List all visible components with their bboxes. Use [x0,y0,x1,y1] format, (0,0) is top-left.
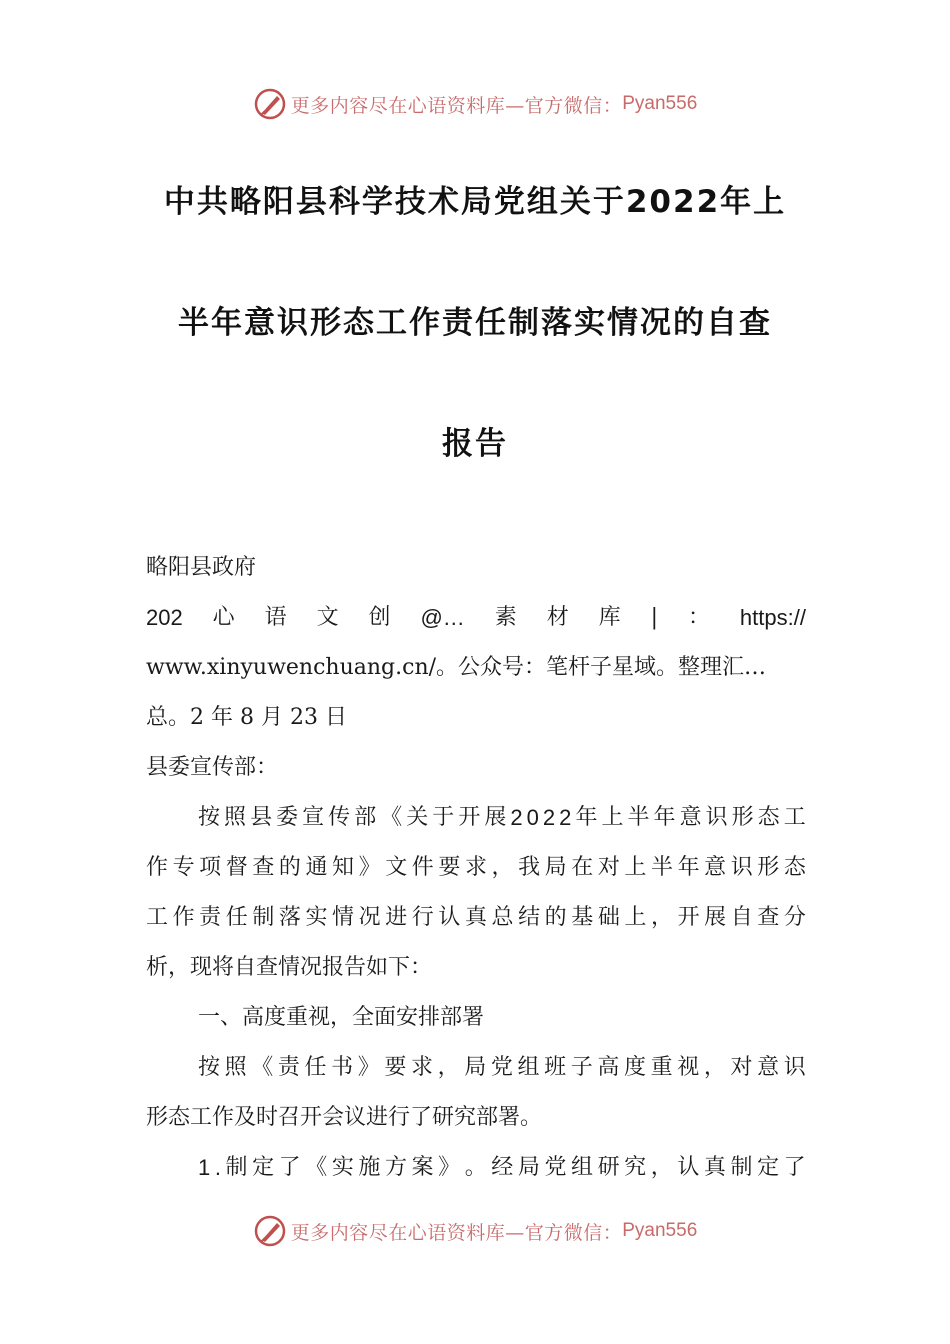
watermark-id: Pyan556 [622,1220,698,1241]
spread-token: 202 [146,605,183,630]
date-line: 总。2 年 8 月 23 日 [146,705,347,730]
watermark-banner-bottom [0,1211,950,1251]
spread-token: 文 [316,605,339,630]
spread-token: 心 [212,605,235,630]
source-line: 略阳县政府 [146,555,257,580]
paragraph-3-line: 1 . 制 定 了 《 实 施 方 案 》 。 经 局 党 组 研 究 ， 认 真 制 定 了 [198,1155,806,1180]
spread-line [146,603,806,633]
paragraph-1-line: 作 专 项 督 查 的 通 知 》 文 件 要 求 ， 我 局 在 对 上 半 年 意 识 形 态 [146,855,806,880]
spread-token: 语 [264,605,287,630]
spread-token: ： [687,605,710,630]
salutation: 县委宣传部： [146,755,279,780]
spread-token: 库 [598,605,621,630]
spread-token: 素 [494,605,517,630]
spread-token: 创 [368,605,391,630]
document-title-line-2: 半年意识形态工作责任制落实情况的自查 [178,305,772,341]
watermark-text: 更多内容尽在心语资料库—官方微信： [290,1221,623,1244]
watermark-banner-top [0,84,950,124]
quill-pen-logo-icon [253,87,287,121]
section-heading-1: 一、高度重视，全面安排部署 [198,1005,485,1030]
document-title-line-1: 中共略阳县科学技术局党组关于2022年上 [163,184,787,220]
paragraph-1-line: 析，现将自查情况报告如下： [146,955,433,980]
paragraph-2-line: 形态工作及时召开会议进行了研究部署。 [146,1105,543,1130]
watermark-text: 更多内容尽在心语资料库—官方微信： [290,94,623,117]
watermark-id: Pyan556 [622,93,698,114]
url-line: www.xinyuwenchuang.cn/。公众号：笔杆子星域。整理汇… [146,655,767,680]
document-title-line-3: 报告 [442,426,508,462]
spread-token: 材 [546,605,569,630]
quill-pen-logo-icon [253,1214,287,1248]
paragraph-1-line: 工 作 责 任 制 落 实 情 况 进 行 认 真 总 结 的 基 础 上 ， 开 展 自 查 分 [146,905,806,930]
url-link[interactable]: https:// [739,605,806,630]
spread-token: | [650,605,659,630]
spread-token: @… [420,605,465,630]
paragraph-1-line: 按 照 县 委 宣 传 部 《 关 于 开 展 2 0 2 2 年 上 半 年 意 识 形 态 工 [198,805,806,830]
paragraph-2-line: 按 照 《 责 任 书 》 要 求 ， 局 党 组 班 子 高 度 重 视 ， 对 意 识 [198,1055,806,1080]
